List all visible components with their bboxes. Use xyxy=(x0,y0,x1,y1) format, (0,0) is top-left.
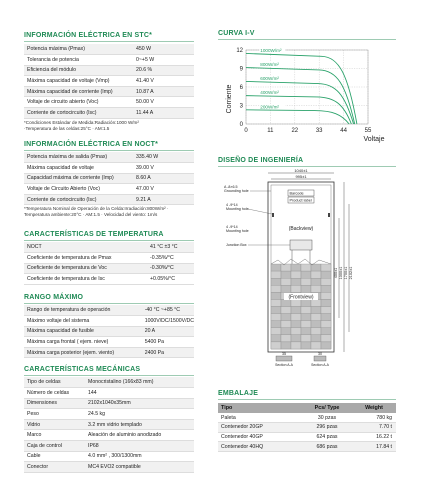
solar-cell xyxy=(271,285,281,292)
temperature-row xyxy=(24,263,194,274)
solar-cell xyxy=(271,328,281,335)
noct-row xyxy=(24,173,194,184)
iv-xtick-label: 33 xyxy=(315,128,323,134)
packaging-row xyxy=(218,442,396,452)
mechanical-row xyxy=(24,409,194,420)
solar-cell xyxy=(271,271,281,278)
ranges-row-value: -40 °C ~+85 °C xyxy=(145,305,194,316)
solar-cell xyxy=(311,271,321,278)
temperature-row-value: 41 °C ±3 °C xyxy=(150,242,194,253)
barcode-label: Barcode xyxy=(289,191,304,196)
mechanical-row-label: Número de celdas xyxy=(24,388,88,399)
temperature-row-label: Coeficiente de temperatura de Voc xyxy=(24,263,150,274)
mechanical-row xyxy=(24,419,194,430)
noct-row-value: 8.60 A xyxy=(136,173,194,184)
stc-row-label: Eficiencia del módulo xyxy=(24,65,136,76)
temperature-row-label: Coeficiente de temperatura de Isc xyxy=(24,274,150,285)
iv-series-label: 600W/m² xyxy=(260,76,279,82)
iv-curve-chart xyxy=(218,42,396,144)
temperature-title-rule xyxy=(24,240,194,241)
solar-cell xyxy=(291,342,301,349)
stc-row xyxy=(24,65,194,76)
ranges-row xyxy=(24,347,194,358)
solar-cell xyxy=(311,342,321,349)
stc-row xyxy=(24,86,194,97)
solar-cell xyxy=(301,314,311,321)
mechanical-row-label: Marco xyxy=(24,430,88,441)
mechanical-row-label: Cable xyxy=(24,451,88,462)
iv-curve-ticks xyxy=(236,48,372,134)
iv-ytick-label: 3 xyxy=(239,103,243,110)
mechanical-row-value: 3.2 mm vidrio templado xyxy=(88,419,194,430)
solar-cell xyxy=(271,278,281,285)
noct-row-label: Máxima capacidad de voltaje xyxy=(24,163,136,174)
mechanical-row-label: Vidrio xyxy=(24,419,88,430)
solar-cell xyxy=(301,278,311,285)
solar-cell xyxy=(281,278,291,285)
solar-cell xyxy=(321,335,331,342)
ranges-row-label: Máxima carga posterior (ejem. viento) xyxy=(24,347,145,358)
grounding-hole-code: A -8×6.5 xyxy=(224,185,238,189)
noct-row xyxy=(24,184,194,195)
iv-curve-series xyxy=(246,48,357,124)
solar-cell xyxy=(311,278,321,285)
drawing-dim-lip: 30 xyxy=(318,352,322,356)
ranges-row xyxy=(24,305,194,316)
iv-xtick-label: 0 xyxy=(244,128,248,134)
noct-row-label: Corriente de cortocircuito (Isc) xyxy=(24,194,136,205)
temperature-section-title: CARACTERÍSTICAS DE TEMPERATURA xyxy=(24,231,164,238)
solar-cell xyxy=(321,285,331,292)
noct-section-title: INFORMACIÓN ELÉCTRICA EN NOCT* xyxy=(24,141,159,148)
mechanical-row-value: Aleación de aluminio anodizado xyxy=(88,430,194,441)
packaging-cell-type: Contenedor 40HQ xyxy=(218,442,302,452)
stc-title-rule xyxy=(24,41,194,42)
mounting-hole-label: Mounting hole xyxy=(226,207,249,211)
ranges-spec-table xyxy=(24,305,194,358)
noct-row-label: Voltaje de Circuito Abierto (Voc) xyxy=(24,184,136,195)
solar-cell xyxy=(321,292,331,299)
drawing-dim-height: 2102±1 xyxy=(349,266,353,280)
solar-cell xyxy=(301,264,311,271)
stc-row-label: Corriente de cortocircuito (Isc) xyxy=(24,108,136,119)
solar-cell xyxy=(321,299,331,306)
iv-curve-ylabel: Corriente xyxy=(226,84,233,114)
mechanical-row-value: 144 xyxy=(88,388,194,399)
solar-cell xyxy=(291,321,301,328)
mechanical-row-value: MC4 EVO2 compatible xyxy=(88,462,194,473)
junction-box-label: Junction Box xyxy=(226,243,247,247)
solar-cell xyxy=(311,321,321,328)
engineering-drawing xyxy=(218,168,396,368)
noct-row xyxy=(24,194,194,205)
packaging-row xyxy=(218,413,396,423)
drawing-section-title: DISEÑO DE INGENIERÍA xyxy=(218,157,304,164)
iv-curve-title: CURVA I-V xyxy=(218,30,255,37)
drawing-dim-inner-width: 995±1 xyxy=(295,174,307,179)
packaging-header-weight: Weight xyxy=(352,403,396,413)
mechanical-row xyxy=(24,377,194,388)
solar-cell xyxy=(281,328,291,335)
ranges-title-rule xyxy=(24,303,194,304)
noct-footnote-line-1: *Temperatura Nominal de Operación de la Celda:Irradiación:800W/m² · xyxy=(24,206,169,211)
solar-cell xyxy=(271,299,281,306)
solar-cell xyxy=(291,314,301,321)
packaging-cell-pcs: 624 pzas xyxy=(302,432,352,442)
mechanical-spec-table xyxy=(24,377,194,473)
ranges-row-label: Máxima capacidad de fusible xyxy=(24,326,145,337)
mounting-hole-label-2: Mounting hole xyxy=(226,229,249,233)
temperature-row xyxy=(24,253,194,264)
stc-row-label: Máxima capacidad de voltaje (Vmp) xyxy=(24,76,136,87)
solar-cell xyxy=(321,321,331,328)
solar-cell xyxy=(271,292,281,299)
iv-xtick-label: 44 xyxy=(340,128,347,134)
mechanical-row-value: 24.5 kg xyxy=(88,409,194,420)
solar-cell xyxy=(281,342,291,349)
packaging-table xyxy=(218,403,396,452)
temperature-row-value: -0.30%/°C xyxy=(150,263,194,274)
iv-series-line xyxy=(246,110,349,124)
stc-section-title: INFORMACIÓN ELÉCTRICA EN STC* xyxy=(24,32,153,39)
drawing-dim-width: 1040±1 xyxy=(294,168,308,173)
solar-cell xyxy=(271,264,281,271)
packaging-row xyxy=(218,423,396,433)
iv-xtick-label: 55 xyxy=(364,128,372,134)
stc-row xyxy=(24,44,194,55)
mechanical-row xyxy=(24,398,194,409)
solar-cell xyxy=(321,271,331,278)
mounting-hole-code: 4 -9*14 xyxy=(226,203,238,207)
packaging-section-title: EMBALAJE xyxy=(218,390,259,397)
ranges-row xyxy=(24,326,194,337)
stc-row-label: Voltaje de circuito abierto (Voc) xyxy=(24,97,136,108)
solar-cell xyxy=(281,264,291,271)
noct-footnote-line-2: Temperatura ambiente:20°C · AM:1.5 · Velocidad del viento: 1m/s xyxy=(24,212,158,217)
iv-curve-xlabel: Voltaje xyxy=(363,136,385,143)
drawing-title-rule xyxy=(218,166,396,167)
mechanical-row-label: Tipo de celdas xyxy=(24,377,88,388)
packaging-row xyxy=(218,432,396,442)
mechanical-row-label: Dimensiones xyxy=(24,398,88,409)
mechanical-row xyxy=(24,388,194,399)
packaging-cell-pcs: 296 pzas xyxy=(302,423,352,433)
iv-series-label: 800W/m² xyxy=(260,62,279,68)
stc-row-value: 50.00 V xyxy=(136,97,194,108)
noct-row-value: 9.21 A xyxy=(136,194,194,205)
drawing-dim-h3: 1700±1 xyxy=(344,266,348,280)
stc-row xyxy=(24,55,194,66)
solar-cell xyxy=(311,314,321,321)
solar-cell xyxy=(271,307,281,314)
solar-cell xyxy=(291,307,301,314)
solar-cell xyxy=(291,264,301,271)
solar-cell xyxy=(311,328,321,335)
solar-cell xyxy=(301,335,311,342)
iv-ytick-label: 9 xyxy=(239,66,243,73)
grounding-hole-label: Grounding hole xyxy=(224,189,249,193)
solar-cell xyxy=(271,335,281,342)
solar-cell xyxy=(291,271,301,278)
packaging-cell-pcs: 686 pzas xyxy=(302,442,352,452)
solar-cell xyxy=(271,321,281,328)
section-a-label-1: Section A-A xyxy=(275,363,293,367)
solar-cell xyxy=(301,321,311,328)
solar-cell xyxy=(281,307,291,314)
temperature-row xyxy=(24,242,194,253)
solar-cell xyxy=(291,328,301,335)
noct-row xyxy=(24,152,194,163)
noct-row-label: Potencia máxima de salida (Pmax) xyxy=(24,152,136,163)
iv-ytick-label: 12 xyxy=(236,48,243,54)
noct-row-value: 39.00 V xyxy=(136,163,194,174)
solar-cell xyxy=(281,314,291,321)
frontview-label: (Frontview) xyxy=(288,294,314,301)
solar-cell xyxy=(301,271,311,278)
packaging-cell-weight: 780 kg xyxy=(352,413,396,423)
mechanical-title-rule xyxy=(24,375,194,376)
temperature-row-value: -0.35%/°C xyxy=(150,253,194,264)
mechanical-row-label: Conector xyxy=(24,462,88,473)
solar-cell xyxy=(321,264,331,271)
noct-spec-table xyxy=(24,152,194,205)
packaging-cell-weight: 7.70 t xyxy=(352,423,396,433)
solar-cell xyxy=(281,321,291,328)
packaging-cell-weight: 17.84 t xyxy=(352,442,396,452)
iv-xtick-label: 11 xyxy=(267,128,274,134)
drawing-dim-h2: 1000±1 xyxy=(339,266,343,280)
stc-footnote-line-1: *Condiciones Estándar de Medida:Radiación:1000 W/m² xyxy=(24,120,139,125)
mechanical-section-title: CARACTERÍSTICAS MECÁNICAS xyxy=(24,366,141,373)
stc-spec-table xyxy=(24,44,194,119)
packaging-cell-type: Contenedor 20GP xyxy=(218,423,302,433)
temperature-row-label: Coeficiente de temperatura de Pmax xyxy=(24,253,150,264)
ranges-row-label: Rango de temperatura de operación xyxy=(24,305,145,316)
iv-ytick-label: 6 xyxy=(239,85,243,91)
iv-series-label: 1000W/m² xyxy=(260,48,282,54)
noct-row-value: 47.00 V xyxy=(136,184,194,195)
drawing-dim-h1: 400±1 xyxy=(334,267,338,279)
drawing-dim-depth: 35 xyxy=(282,352,286,356)
iv-xtick-label: 22 xyxy=(291,128,299,134)
stc-footnote-line-2: ·Temperatura de las celdas:25°C · AM:1.5 xyxy=(24,126,110,131)
packaging-title-rule xyxy=(218,399,396,400)
mechanical-row xyxy=(24,451,194,462)
stc-row-label: Máxima capacidad de corriente (Imp) xyxy=(24,86,136,97)
stc-row-value: 0~+5 W xyxy=(136,55,194,66)
mechanical-row-value: Monocristalino (166x83 mm) xyxy=(88,377,194,388)
temperature-row-value: +0.05%/°C xyxy=(150,274,194,285)
ranges-row-value: 20 A xyxy=(145,326,194,337)
mechanical-row xyxy=(24,430,194,441)
packaging-header-type: Tipo xyxy=(218,403,302,413)
mechanical-row-value: IP68 xyxy=(88,441,194,452)
stc-row-label: Potencia máxima (Pmax) xyxy=(24,44,136,55)
stc-row-value: 41.40 V xyxy=(136,76,194,87)
junction-box xyxy=(290,240,312,250)
solar-cell xyxy=(281,271,291,278)
section-a-right xyxy=(314,356,326,361)
section-a-label-2: Section A-A xyxy=(311,363,329,367)
solar-cell xyxy=(321,307,331,314)
mechanical-row-value: 2102x1040x35mm xyxy=(88,398,194,409)
solar-cell xyxy=(301,328,311,335)
stc-row xyxy=(24,108,194,119)
solar-cell xyxy=(321,328,331,335)
packaging-cell-type: Contenedor 40GP xyxy=(218,432,302,442)
ranges-row-label: Máxima carga frontal ( ejem. nieve) xyxy=(24,337,145,348)
ranges-row-value: 2400 Pa xyxy=(145,347,194,358)
solar-cell xyxy=(321,342,331,349)
iv-series-label: 400W/m² xyxy=(260,90,279,96)
temperature-row-label: NOCT xyxy=(24,242,150,253)
packaging-cell-type: Paleta xyxy=(218,413,302,423)
stc-row-value: 10.87 A xyxy=(136,86,194,97)
solar-cell xyxy=(291,278,301,285)
ranges-section-title: RANGO MÁXIMO xyxy=(24,294,84,301)
ranges-row-label: Máximo voltaje del sistema xyxy=(24,316,145,327)
solar-cell xyxy=(311,335,321,342)
ranges-row xyxy=(24,316,194,327)
stc-row xyxy=(24,97,194,108)
stc-row-label: Tolerancia de potencia xyxy=(24,55,136,66)
stc-row-value: 20.6 % xyxy=(136,65,194,76)
iv-ytick-label: 0 xyxy=(239,122,243,128)
solar-cell xyxy=(301,307,311,314)
solar-cell xyxy=(271,342,281,349)
mounting-hole-code-2: 4 -9*14 xyxy=(226,225,238,229)
ranges-row-value: 5400 Pa xyxy=(145,337,194,348)
packaging-header-row xyxy=(218,403,396,413)
backview-label: (Backview) xyxy=(288,226,314,232)
solar-cell xyxy=(321,314,331,321)
noct-title-rule xyxy=(24,150,194,151)
solar-cell xyxy=(311,285,321,292)
solar-cell xyxy=(281,285,291,292)
solar-cell xyxy=(321,278,331,285)
noct-row xyxy=(24,163,194,174)
solar-cell xyxy=(291,335,301,342)
noct-row-label: Capacidad máxima de corriente (Imp) xyxy=(24,173,136,184)
mechanical-row-label: Peso xyxy=(24,409,88,420)
packaging-cell-pcs: 30 pzas xyxy=(302,413,352,423)
noct-row-value: 335.40 W xyxy=(136,152,194,163)
solar-cell xyxy=(311,264,321,271)
section-a-left xyxy=(276,356,292,361)
mechanical-row-value: 4.0 mm² , 300/1300mm xyxy=(88,451,194,462)
stc-row-value: 11.44 A xyxy=(136,108,194,119)
solar-cell xyxy=(291,285,301,292)
temperature-row xyxy=(24,274,194,285)
packaging-header-pcs: Pcs/ Type xyxy=(302,403,352,413)
solar-cell xyxy=(301,342,311,349)
iv-curve-title-rule xyxy=(218,39,396,40)
stc-row xyxy=(24,76,194,87)
iv-series-label: 200W/m² xyxy=(260,104,279,110)
frontview-cell-grid xyxy=(271,259,331,349)
ranges-row xyxy=(24,337,194,348)
product-label-label: Product label xyxy=(289,198,312,203)
stc-row-value: 450 W xyxy=(136,44,194,55)
ranges-row-value: 1000V/DC/1500V/DC xyxy=(145,316,194,327)
solar-cell xyxy=(311,307,321,314)
mechanical-row xyxy=(24,441,194,452)
temperature-spec-table xyxy=(24,242,194,285)
mechanical-row-label: Caja de control xyxy=(24,441,88,452)
mechanical-row xyxy=(24,462,194,473)
solar-cell xyxy=(281,335,291,342)
packaging-cell-weight: 16.22 t xyxy=(352,432,396,442)
solar-cell xyxy=(301,285,311,292)
solar-cell xyxy=(271,314,281,321)
